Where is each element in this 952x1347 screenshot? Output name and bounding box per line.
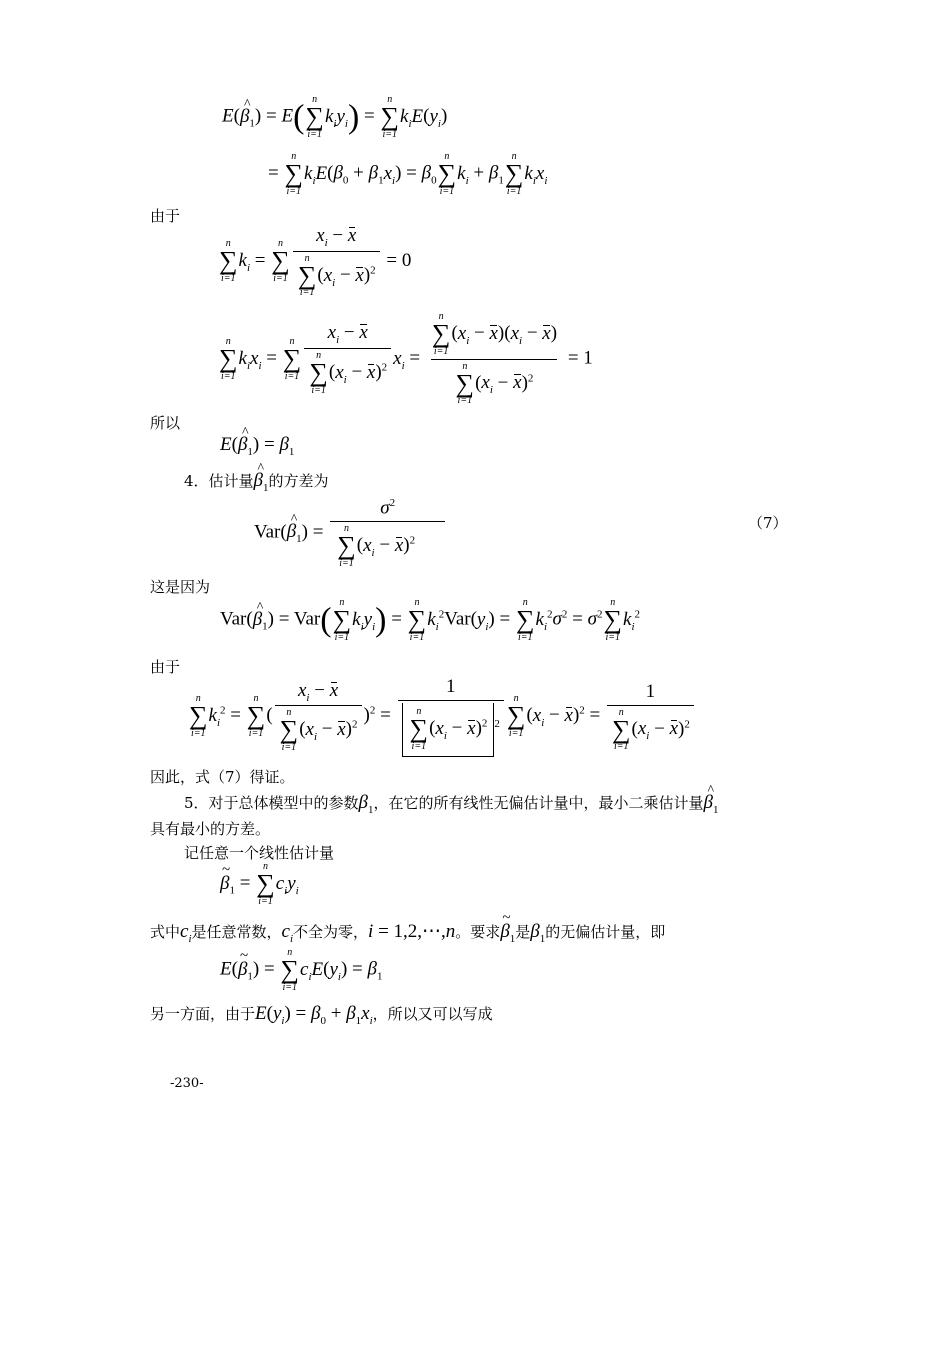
equation-sum-k-zero: n ∑ i=1 $k_i$ = n ∑ i=1 $x_i - x$ n ∑ i=1 $(x_i - x)^2$ = 0 <box>219 225 412 299</box>
text-shizhong-c: 不全为零， <box>293 923 369 941</box>
text-shizhong: 式中$c_i$是任意常数，$c_i$不全为零，i = 1,2,⋯,n。要求~ $\beta_1$是$\beta_1$的无偏估计量，即 <box>150 920 665 945</box>
text-zheshiyinwei: 这是因为 <box>150 578 211 596</box>
text-shizhong-b: 是任意常数， <box>191 923 282 941</box>
text-shizhong-f: 的无偏估计量，即 <box>545 923 666 941</box>
text-ji: 记任意一个线性估计量 <box>184 844 335 862</box>
equation-expectation-line1: E(^ $\beta_1) = E$( n ∑ i=1 $k_iy_i$) = n ∑ i=1 $k_iE(y_i)$ <box>222 95 447 140</box>
item-4-heading: 4．估计量^ $\beta_1$的方差为 <box>184 470 329 494</box>
text-shizhong-a: 式中 <box>150 923 181 941</box>
text-shizhong-d: 。要求 <box>455 923 501 941</box>
equation-unbiased: E(^ $\beta_1) = \beta_1$ <box>220 434 294 458</box>
equation-expectation-line2: = n ∑ i=1 $k_iE(\beta_0 + \beta_1x_i) = \beta_0$ n ∑ i=1 $k_i + \beta_1$ n ∑ i=1 $k_ix_i$ <box>268 151 548 197</box>
item-4-text: 4．估计量 <box>184 472 254 490</box>
equation-number-7: （7） <box>748 514 788 532</box>
item-5-text-b: ，在它的所有线性无偏估计量中，最小二乘估计量 <box>373 794 704 812</box>
equation-variance: Var(^ $\beta_1$) = $\sigma^2$ n ∑ i=1 $(x_i - x)^2$ <box>254 497 447 569</box>
equation-sum-k-squared: n ∑ i=1 $k_i^2$ = n ∑ i=1 ( $x_i - x$ n ∑ i=1 $(x_i - x)^2$ )$^2$ = 1 n ∑ i=1 $(x_i - x)^2$ $^2$ n ∑ i=1 $(x_i - x)^2$ = 1 n ∑ i=1 $(x_i - x)^2$ <box>188 676 696 757</box>
item-5-line1: 5．对于总体模型中的参数$\beta_1$，在它的所有线性无偏估计量中，最小二乘估计量^ $\beta_1$ <box>184 792 719 816</box>
equation-tilde-unbiased: E(~ $\beta_1$) = n ∑ i=1 $c_iE(y_i) = \beta_1$ <box>220 948 382 993</box>
item-5-text-a: 5．对于总体模型中的参数 <box>184 794 359 812</box>
equation-variance-derivation: Var(^ $\beta_1) = Var$( n ∑ i=1 $k_iy_i$) = n ∑ i=1 $k_i^2Var(y_i)$ = n ∑ i=1 $k_i^2\sigma^2 = \sigma^2$ n ∑ i=1 $k_i^2$ <box>220 598 640 643</box>
text-youyu-1: 由于 <box>150 207 181 225</box>
text-suoyi: 所以 <box>150 414 181 432</box>
page-number: -230- <box>170 1076 204 1091</box>
item-4-text-end: 的方差为 <box>268 472 329 490</box>
equation-sum-kx-one: n ∑ i=1 $k_ix_i$ = n ∑ i=1 $x_i - x$ n ∑ i=1 $(x_i - x)^2$ $x_i$ = n ∑ i=1 $(x_i - x)(x_i - x)$ n ∑ i=1 $(x_i - x)^2$ = 1 <box>219 311 593 407</box>
text-lingyi-b: ，所以又可以写成 <box>372 1005 493 1023</box>
text-lingyi-a: 另一方面，由于 <box>150 1005 256 1023</box>
equation-linear-estimator: ~ $\beta_1$ = n ∑ i=1 $c_iy_i$ <box>220 862 299 907</box>
text-conclusion: 因此，式（7）得证。 <box>150 768 295 786</box>
text-youyu-2: 由于 <box>150 658 181 676</box>
text-shizhong-e: 是 <box>515 923 531 941</box>
text-lingyi: 另一方面，由于$E(y_i) = \beta_0 + \beta_1x_i$，所以又可以写成 <box>150 1003 493 1027</box>
item-5-line2: 具有最小的方差。 <box>150 820 271 838</box>
